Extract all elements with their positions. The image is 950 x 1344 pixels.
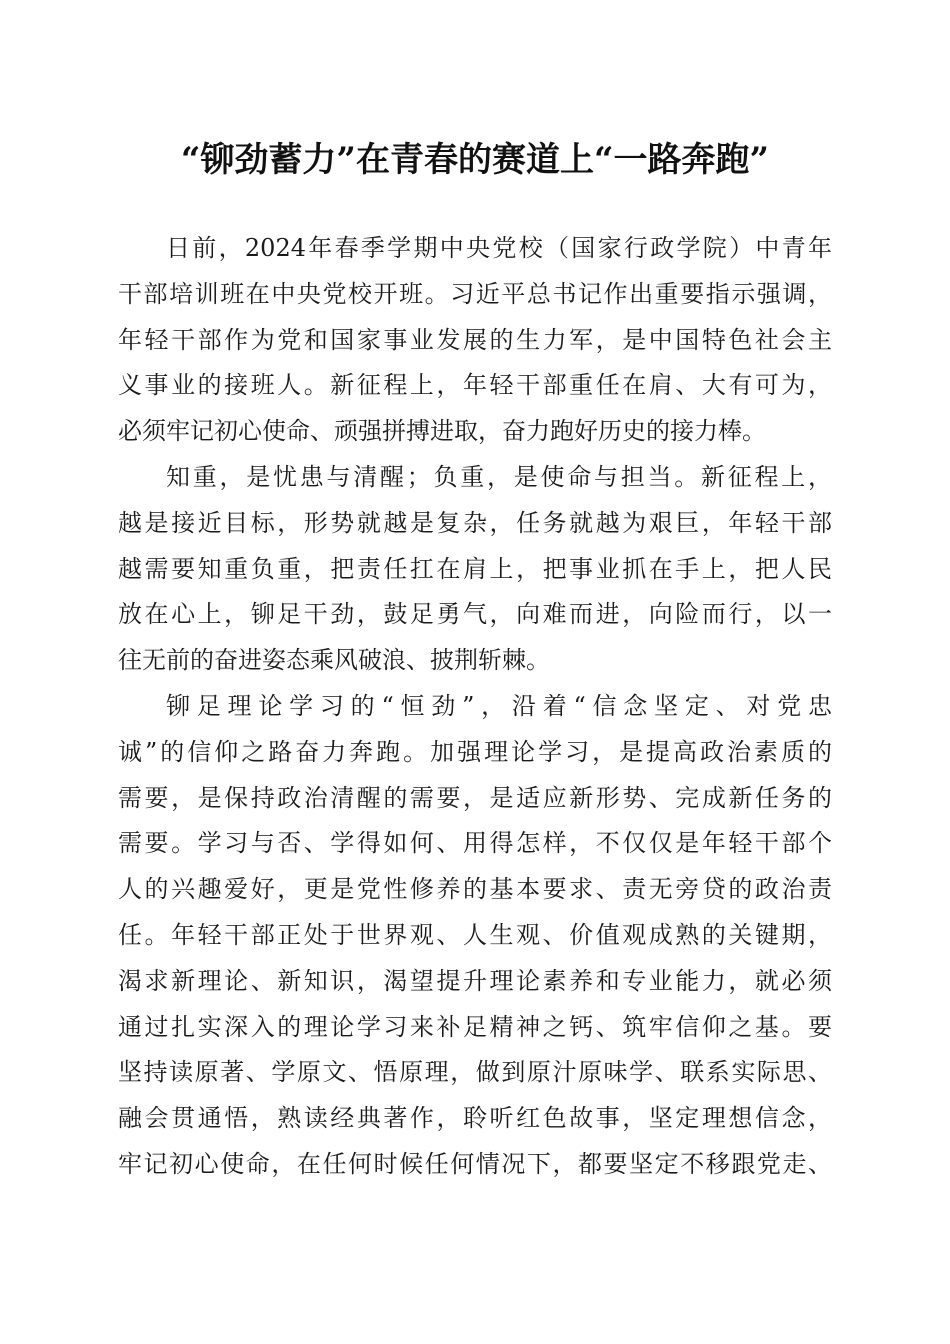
paragraph-line: 人的兴趣爱好，更是党性修养的基本要求、责无旁贷的政治责 xyxy=(118,875,832,904)
paragraph-line: 牢记初心使命，在任何时候任何情况下，都要坚定不移跟党走、 xyxy=(118,1149,832,1178)
paragraph-line: 日前，2024年春季学期中央党校（国家行政学院）中青年 xyxy=(166,234,832,262)
document-title: “铆劲蓄力”在青春的赛道上“一路奔跑” xyxy=(180,140,770,180)
paragraph-3 xyxy=(118,684,832,1188)
paragraph-line: 诚”的信仰之路奋力奔跑。加强理论学习，是提高政治素质的 xyxy=(118,737,832,766)
paragraph-line: 越是接近目标，形势就越是复杂，任务就越为艰巨，年轻干部 xyxy=(118,508,832,537)
paragraph-line: 知重，是忧患与清醒；负重，是使命与担当。新征程上， xyxy=(166,462,832,491)
paragraph-line: 需要。学习与否、学得如何、用得怎样，不仅仅是年轻干部个 xyxy=(118,829,832,858)
paragraph-line: 越需要知重负重，把责任扛在肩上，把事业抓在手上，把人民 xyxy=(118,554,832,583)
paragraph-line: 铆足理论学习的“恒劲”，沿着“信念坚定、对党忠 xyxy=(166,691,832,720)
paragraph-line: 融会贯通悟，熟读经典著作，聆听红色故事，坚定理想信念， xyxy=(118,1104,832,1133)
paragraph-line: 义事业的接班人。新征程上，年轻干部重任在肩、大有可为， xyxy=(118,371,832,400)
paragraph-line: 坚持读原著、学原文、悟原理，做到原汁原味学、联系实际思、 xyxy=(118,1058,832,1087)
paragraph-line: 必须牢记初心使命、顽强拼搏进取，奋力跑好历史的接力棒。 xyxy=(118,417,766,446)
paragraph-line: 任。年轻干部正处于世界观、人生观、价值观成熟的关键期， xyxy=(118,920,832,949)
paragraph-line: 放在心上，铆足干劲，鼓足勇气，向难而进，向险而行，以一 xyxy=(118,600,832,629)
paragraph-line: 年轻干部作为党和国家事业发展的生力军，是中国特色社会主 xyxy=(118,325,832,354)
paragraph-line: 渴求新理论、新知识，渴望提升理论素养和专业能力，就必须 xyxy=(118,966,832,995)
document-body xyxy=(118,226,832,1188)
paragraph-1 xyxy=(118,226,832,455)
paragraph-2 xyxy=(118,455,832,684)
paragraph-line: 往无前的奋进姿态乘风破浪、披荆斩棘。 xyxy=(118,646,550,675)
paragraph-line: 通过扎实深入的理论学习来补足精神之钙、筑牢信仰之基。要 xyxy=(118,1012,832,1041)
paragraph-line: 干部培训班在中央党校开班。习近平总书记作出重要指示强调， xyxy=(118,279,832,308)
paragraph-line: 需要，是保持政治清醒的需要，是适应新形势、完成新任务的 xyxy=(118,783,832,812)
